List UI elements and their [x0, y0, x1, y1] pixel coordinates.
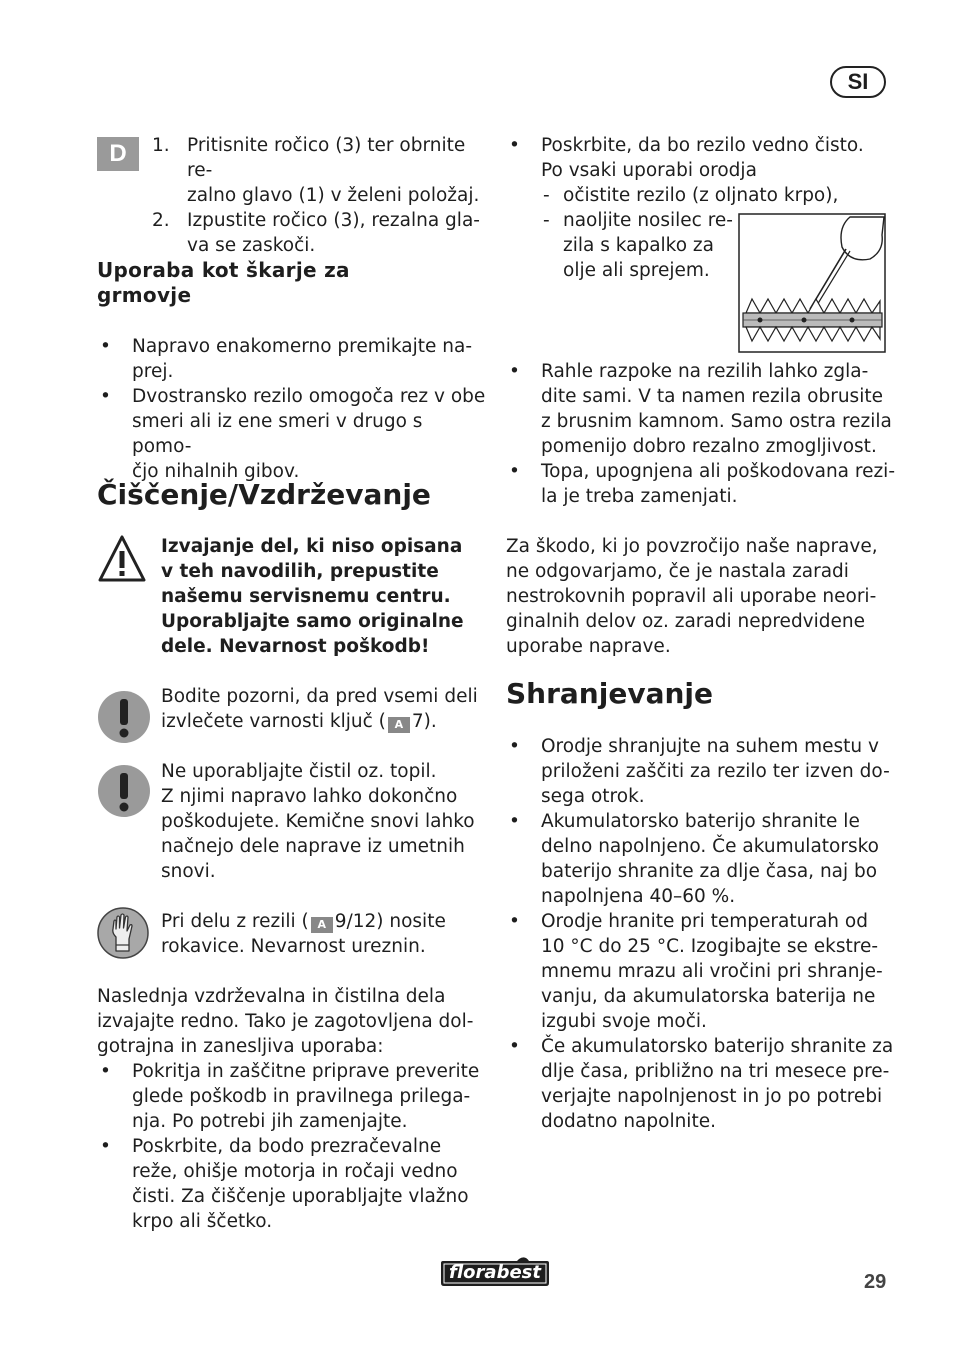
figure-a-ref: A	[388, 717, 410, 733]
liability-paragraph: Za škodo, ki jo povzročijo naše naprave, ne odgovarjamo, če je nastala zaradi nestrokovnih popravil ali uporabe neori- ginalnih delov oz. zaradi nepredvidene uporabe naprave.	[506, 536, 878, 657]
figure-d-badge: D	[97, 137, 139, 171]
blade-maintenance-bullets	[506, 359, 896, 509]
exclamation-icon	[97, 764, 151, 818]
warning-triangle-icon	[97, 534, 147, 584]
gloves-icon	[97, 907, 149, 959]
list-item: • Orodje shranjujte na suhem mestu v priloženi zaščiti za rezilo ter izven do- sega otrok.	[506, 734, 896, 809]
list-item: • Rahle razpoke na rezilih lahko zgla- dite sami. V ta namen rezila obrusite z brusnim kamnom. Samo ostra rezila pomenijo dobro rezalno zmogljivost.	[506, 359, 896, 459]
blade-oiling-illustration	[738, 213, 886, 353]
exclamation-icon	[97, 690, 151, 744]
note-safety-key: Bodite pozorni, da pred vsemi deli izvlečete varnosti ključ ( A 7).	[161, 686, 478, 732]
note-gloves: Pri delu z rezili ( A 9/12) nosite rokavice. Nevarnost ureznin.	[161, 911, 446, 957]
figure-a-ref: A	[311, 917, 333, 933]
step-item: 1. Pritisnite ročico (3) ter obrnite re- zalno glavo (1) v želeni položaj.	[152, 135, 480, 206]
note-cleaning-agents: Ne uporabljajte čistil oz. topil. Z njimi napravo lahko dokončno poškodujete. Kemične snovi lahko načnejo dele naprave iz umetnih snovi.	[161, 761, 475, 882]
storage-heading: Shranjevanje	[506, 677, 713, 710]
cleaning-heading: Čiščenje/Vzdrževanje	[97, 478, 431, 511]
list-item: • Poskrbite, da bo rezilo vedno čisto. Po vsaki uporabi orodja - očistite rezilo (z oljnato krpo), - naoljite nosilec re- zila s kapalko za olje ali sprejem.	[506, 133, 896, 283]
list-item: • Napravo enakomerno premikajte na- prej.	[97, 334, 487, 384]
list-item: • Topa, upognjena ali poškodovana rezi- la je treba zamenjati.	[506, 459, 896, 509]
list-item: • Če akumulatorsko baterijo shranite za dlje časa, približno na tri mesece pre- verjajte napolnjenost in jo po potrebi dodatno napolnite.	[506, 1034, 896, 1134]
list-item: - naoljite nosilec re- zila s kapalko za olje ali sprejem.	[541, 208, 896, 283]
step-item: 2. Izpustite ročico (3), rezalna gla- va se zaskoči.	[152, 210, 480, 256]
step-list	[152, 133, 492, 258]
maintenance-bullets	[97, 1059, 497, 1234]
usage-heading: Uporaba kot škarje za grmovje	[97, 258, 350, 307]
list-item: • Orodje hranite pri temperaturah od 10 °C do 25 °C. Izogibajte se ekstre- mnemu mrazu ali vročini pri shranje- vanju, da akumulatorska baterija ne izgubi svoje moči.	[506, 909, 896, 1034]
storage-bullets	[506, 734, 896, 1134]
usage-bullets	[97, 334, 487, 484]
list-item: • Akumulatorsko baterijo shranite le delno napolnjeno. Če akumulatorsko baterijo shranite za dlje časa, naj bo napolnjena 40–60 %.	[506, 809, 896, 909]
warning-text: Izvajanje del, ki niso opisana v teh navodilih, prepustite našemu servisnemu centru. Uporabljajte samo originalne dele. Nevarnost poškodb!	[161, 536, 464, 657]
list-item: - očistite rezilo (z oljnato krpo),	[541, 183, 896, 208]
list-item: • Dvostransko rezilo omogoča rez v obe smeri ali iz ene smeri v drugo s pomo- čjo nihalnih gibov.	[97, 384, 487, 484]
page-number: 29	[864, 1271, 887, 1293]
language-badge: SI	[830, 66, 886, 98]
list-item: • Pokritja in zaščitne priprave preverite glede poškodb in pravilnega prilega- nja. Po potrebi jih zamenjajte.	[97, 1059, 497, 1134]
maintenance-intro: Naslednja vzdrževalna in čistilna dela izvajajte redno. Tako je zagotovljena dol- gotrajna in zanesljiva uporaba:	[97, 986, 474, 1057]
list-item: • Poskrbite, da bodo prezračevalne reže, ohišje motorja in ročaji vedno čisti. Za čiščenje uporabljajte vlažno krpo ali ščetko.	[97, 1134, 497, 1234]
florabest-logo: florabest	[439, 1255, 551, 1288]
